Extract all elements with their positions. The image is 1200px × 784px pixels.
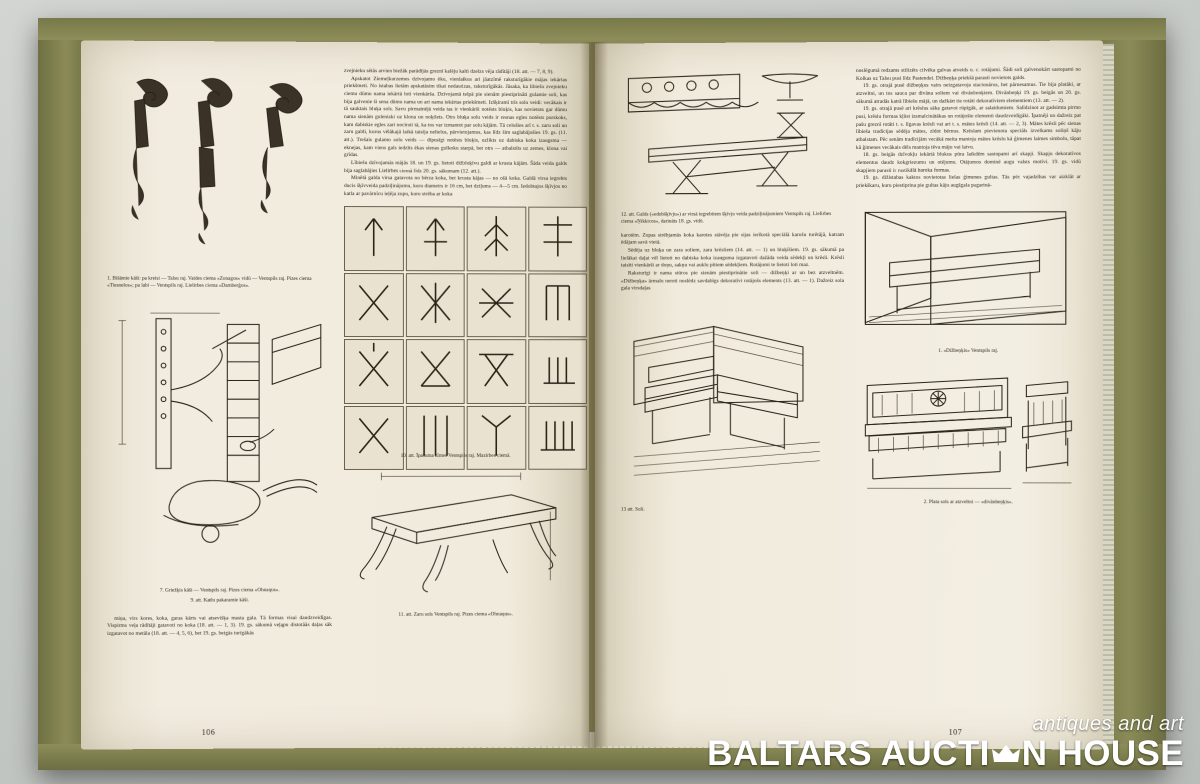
figure-11-caption: 11. att. Zaru sols Ventspils raj. Pizes ciema «Ohnaqus».	[398, 611, 513, 618]
pattern-cell	[344, 273, 403, 338]
figure-12-caption: 12. att. Galds («edobšķīvju») ar virsā iegrebtiem šķīvju veida padziļinājumiem Ventspils raj. Lielirbes ciema «Ņikkicos», darināts 18. gs. vidū.	[620, 211, 832, 225]
figure-11-branch-bench	[344, 468, 567, 608]
book-cover-left-edge	[38, 18, 84, 770]
left-col2-para-3: Lībiešu dzīvojamās mājās 18. un 19. gs. lietoti dižbluķīvu galdi ar krusta kājām. Šāda veida galds bija saglabājies Lielirbes ciemā līdz 20. gs. sākumam (12. att.).	[343, 160, 567, 175]
left-col2-para-2: Apskatot Ziemeļkurzemes dzīvojamo ēku, vienlaikus ari jāatzīmē raksturīgākie mājas iekārtas priekšmeti. No istabas lietām apskatāsim tikai nedaudzas, raksturīgākās. Jāsaka, ka libiešu zvejnieku ciemu dūmu nama iekārtā loti vienkārša. Dzīvojamā telpā pie sienām piestiprināti gulamie soli, kas bija galvenie ši sena dūmu nama un ari nama iekārtas priekšmeti. Izšķiramī trīs solu veidi: vecākais ir tā sauktais bluķa sols. Savu pirmatnējā veida tas ir vienkārši notēsts bluķis, kas novietots gar dūmu nama sienām guleniski uz klona un noķilets. Otrs bluķa solu veids ir resnas egles notēsts purskoks, kam dabiskie egles zari nocirsti tā, ka tos var izmantot par solu kājām. Tā celušies arī t. s. zaru soli un zaru galdi, kurus vēlākajā laikā taisīja nelielus, pārvietojamus, kas līdz šim saglabājušies 19. gs. (11. att.). Trešais gulamo solu veids — dīpusīgi notēsts bluķis, uzlikts uz dabiska koka izaugsma — eknejas, kam viens gals iedzīts ēkas sienas gulkoku starpā, bet otrs — atbalstīts uz zemes, klona vai grīdas.	[343, 75, 567, 159]
figure-7-and-9-hooks	[107, 304, 332, 585]
left-page-folio: 106	[201, 727, 216, 737]
pattern-cell	[405, 406, 464, 470]
figure-14-caption: 1. «Dižbeņķis» Ventspils raj.	[938, 347, 999, 354]
right-col2-para-3: 19. gs. otrajā pusē ari krēslus sāka gatavot rūpīgāk, ar salaidumiem. Salīdzinot ar gadsimta pirmo pusi, krēslu formas kļūst izsmalcinātākas un rotājošie elementi daudzveidīgāki. Īpatnēji un dažreiz pat pašu greznī rotāti t. s. līgavas krēsli vai ari t. s. mātes krēsli (14. att. — 2, 3). Mātes krēsli pēc sienas lībieša tradīcijas sēdēja mātes, zīdot bērnus. Krēslam pievienota speciāls izvelkams soliņš kāju atbalstam. Pēc senām tradīcijām vecākā meita mantoja mātes krēslu kā ģimenes laimes simbolu, tāpat kā ģimenes vecākais dēls mantoja tēva māju vai laivu.	[855, 105, 1081, 151]
pattern-cell	[344, 406, 403, 471]
pattern-cell	[405, 339, 464, 403]
pattern-cell	[344, 339, 403, 403]
left-col2-para-4: Minētā galda virsa gatavota no bērza koka, bet krusta kājas — no ošā koka. Galdā virsa iegrebts ducis šķīvveida padziļinājumu, kuru diametrs ir 16 cm, bet dziļums — 4—5 cm. Iedobtajos šķīvjos no katla ar pavārnīcu ieļēja zupu, kuru strēba ar koka	[343, 175, 567, 198]
left-col1-bottom-text: miņa, virs kores, koka, garas kārts vai atsevišķa masta gala. Tā formas visai daudzveidīgas. Vispirms veļa rādītāji gatavoti no koka (18. att. — 1, 3). 19. gs. sākumā veļąpu distotāās daļas sāk izgatavot no metāla (18. att. — 4, 5, 6), bet 19. gs. beigās turīgākās	[107, 614, 333, 637]
pattern-cell	[528, 340, 587, 404]
watermark-line-1: antiques and art	[1032, 713, 1184, 735]
left-page-column-1	[107, 67, 332, 681]
right-page	[595, 40, 1103, 749]
figure-13-benches	[621, 317, 844, 504]
figure-1-caption: 1. Bišāmie kāši: pa kreisi — Talsu raj. Vaides ciema «Zonagos» vidū — Ventspils raj. Pizes ciema «Tiesnelos»; pa labi — Ventspils raj. Lielirbes ciema «Damberģos».	[107, 275, 312, 289]
pattern-cell	[467, 406, 526, 470]
pattern-cell	[405, 207, 464, 272]
figure-14-bench-photo	[856, 204, 1081, 345]
pattern-cell	[467, 207, 526, 271]
pattern-cell	[405, 273, 464, 337]
figure-13-caption: 13 att. Soli.	[620, 506, 645, 513]
pattern-cell	[528, 406, 587, 470]
figure-1-beekeeping-hooks	[107, 67, 332, 273]
watermark-text-after: N HOUSE	[1021, 734, 1184, 773]
pattern-cell	[467, 273, 526, 337]
figure-10-ownership-marks-grid	[344, 206, 567, 450]
figure-7-caption: 7. Griežķis kāši — Ventspils raj. Pizes ciema «Ohnaqus».	[159, 587, 280, 594]
book-cover-top-edge	[38, 18, 1166, 40]
pattern-cell	[528, 273, 587, 337]
left-col2-para-1: zvejnieku sētās arvien biežāk parādījās greznī kalēju kalti dzelzs vēja rādītāji (18. att. — 7, 8, 9).	[343, 68, 554, 76]
open-book	[38, 18, 1166, 770]
right-col1-para-3: Raksturīgi ir nama stūros pie sienām piestiprinātie soli — dižbeņķi ar un bez atzveltnēm. «Dižbeņķa» ārmalu nereti noslēdz savdabīgs dekoratīvi rotājošs elements (13. att. — 1). Dažreiz sola gala virsdaļas	[620, 269, 845, 292]
figure-9-caption: 9. att. Katlu pakaramie kāši.	[190, 597, 250, 604]
watermark-text-before: BALTARS AUCTI	[707, 734, 990, 773]
right-page-folio: 107	[948, 727, 963, 737]
left-page-column-2	[344, 68, 567, 680]
right-col2-para-2: 19. gs. otrajā pusē dižbeņķus vairs neizgatavoja stacionārus, bet pārnesamus. Tie bija platāki, ar atzveltni, un tos sauca par divāna soliem vai divānbenķiem. Divānbeņķi 19. gs. beigās un 20. gs. sākumā atradās katrā lībiešu mājā, un dažkārt tie rotāti dekoratīviem elementiem (13. att. — 2).	[855, 82, 1081, 105]
right-col2-para-5: 19. gs. dižistabas kaktos novietotas lielas ģimenes gultas. Tās pēc vajadzības var aizklāt ar priekškaru, kuru piestiprina pie gultas kāju augšgala pagarinā-	[855, 174, 1081, 190]
right-col2-para-4: 18. gs. beigās dzīvokļu iekārtā blukus pūra laikdēm sastopami arī skapji. Skapju dekoratīvos elementus daudz kokgriezumu un otējumu. Otājumos dominē augu valsts motīvi. 19. gs. vidū skapjiem parasti ir rustikālā baroka formas.	[855, 151, 1081, 174]
right-col1-para-2: Sēdēja uz bluķa un zara soliem, zara krēsliem (14. att. — 1) un bluķīšiem. 19. gs. sākumā pa lielākai daļai vēl lietoti no dabiska koka izauguma izgatavoti dažāda veida sēdekļi un krēsli. Krēsli taisīti vienkārši ar doņu, sakņu vai auklu pītiem sēdekļiem. Rotājumi te lietoti loti maz.	[620, 246, 845, 269]
figure-12-bowl-table	[621, 68, 844, 209]
book-spread	[82, 42, 1102, 748]
right-page-column-1	[621, 68, 844, 680]
figure-14b-settle-and-chair	[856, 365, 1081, 496]
left-page	[81, 40, 589, 749]
right-col1-para-1: karotēm. Zupas strēbjamās koka karotes stāvēja pie sijas ierīkotā speciālā karošu turētājā, katram ēdājam savā vietā.	[620, 231, 845, 246]
pattern-cell	[344, 206, 403, 271]
right-page-column-2	[856, 67, 1081, 681]
pattern-cell	[467, 340, 526, 404]
figure-10-caption: 10. att. Īpašuma zīmes Ventspils raj. Mazirbes ciemā.	[400, 453, 511, 460]
right-col2-para-1: noslēgumā redzams stilizēts cilvēka galvas atveids u. c. rotājumi. Šādi soli galvenokārt sastopami no Kolkas uz Talsu pusi līdz Pastendei. Dižbeņķa priekšā parasti novietots galds.	[855, 66, 1081, 82]
pattern-cell	[528, 207, 587, 271]
figure-14b-caption: 2. Plata sols ar atzveltni — «divānbeņķis».	[923, 498, 1013, 506]
